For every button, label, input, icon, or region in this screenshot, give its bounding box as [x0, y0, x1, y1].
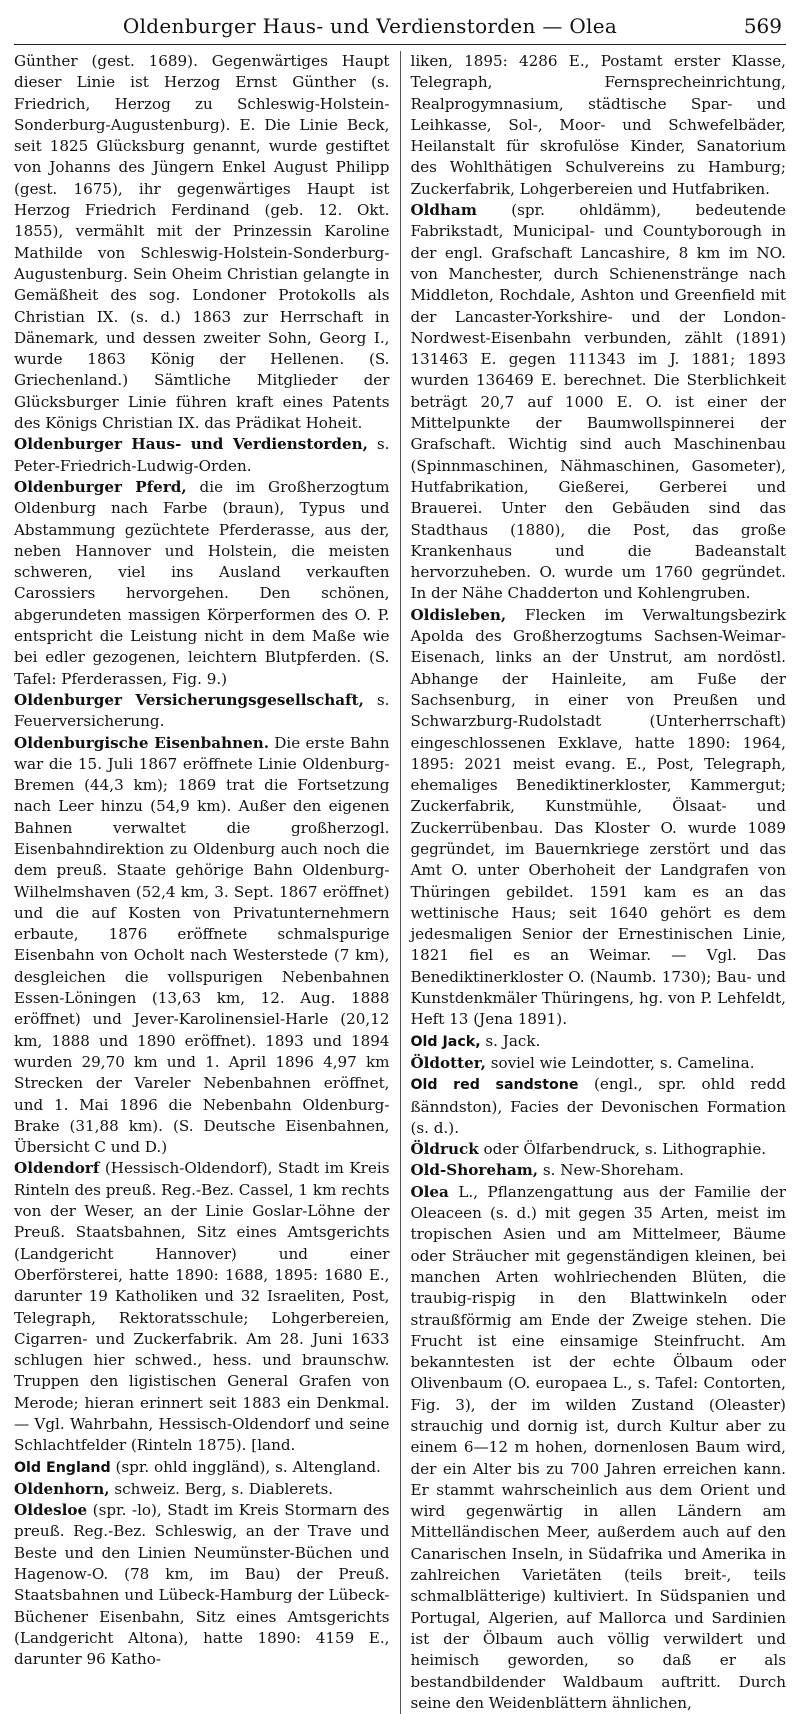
entry-text: L., Pflanzengattung aus der Familie der Oleaceen (s. d.) mit gegen 35 Arten, meist im tropischen Asien und am Mittelmeer, Bäume oder Sträucher mit gegenständigen kleinen, bei manchen Arten wohlriechenden Blüten, die traubig-rispig in den Blattwinkeln oder straußförmig am Ende der Zweige stehen. Die Frucht ist eine einsamige Steinfrucht. Am bekanntesten ist der echte Ölbaum oder Olivenbaum (O. europaea L., s. Tafel: Contorten, Fig. 3), der im wilden Zustand (Oleaster) strauchig und dornig ist, durch Kultur aber zu einem 6—12 m hohen, dornenlosen Baum wird, der ein Alter bis zu 700 Jahren erreichen kann. Er stammt wahrscheinlich aus dem Orient und wird gegenwärtig in allen Ländern am Mittelländischen Meer, außerdem auch auf den Canarischen Inseln, in Südafrika und Amerika in zahlreichen Varietäten (teils breit-, teils schmalblätterige) kultiviert. In Südspanien und Portugal, Algerien, auf Mallorca und Sardinien ist der Ölbaum auch völlig verwildert und heimisch geworden, so daß er als bestandbildender Waldbaum auftritt. Durch seine den Weidenblättern ähnlichen, — [410, 1182, 786, 1712]
entry-headword: Oldesloe — [14, 1501, 88, 1520]
entry — [14, 690, 390, 733]
entry-headword: Oldisleben, — [410, 605, 507, 624]
entry-text: Flecken im Verwaltungsbezirk Apolda des Großherzogtums Sachsen-Weimar-Eisenach, links an der Unstrut, am nordöstl. Abhange der Hainleite, am Fuße der Sachsenburg, in einer von Preußen und Schwarzburg-Rudolstadt (Unterherrschaft) eingeschlossenen Exklave, hatte 1890: 1964, 1895: 2021 meist evang. E., Post, Telegraph, ehemaliges Benediktinerkloster, Kammergut; Zuckerfabrik, Kunstmühle, Ölsaat- und Zuckerrübenbau. Das Kloster O. wurde 1089 gegründet, im Bauernkriege zerstört und das Amt O. unter Oberhoheit der Landgrafen von Thüringen gebildet. 1591 kam es an das wettinische Haus; seit 1640 gehört es dem jedesmaligen Senior der Ernestinischen Linie, 1821 fiel es an Weimar. — Vgl. Das Benediktinerkloster O. (Naumb. 1730); Bau- und Kunstdenkmäler Thüringens, hg. von P. Lehfeldt, Heft 13 (Jena 1891). — [410, 605, 786, 1029]
entry — [410, 1053, 786, 1074]
entry-text: (engl., spr. ohld redd ßänndston), Facies der Devonischen Formation (s. d.). — [410, 1075, 786, 1137]
entry — [410, 1139, 786, 1160]
entry-text: s. Peter-Friedrich-Ludwig-Orden. — [14, 435, 390, 475]
entry — [14, 434, 390, 477]
entry-headword: Oldenburger Pferd, — [14, 477, 187, 496]
entry-headword: Old red sandstone — [410, 1077, 579, 1094]
entry — [14, 1457, 390, 1479]
entry-text: liken, 1895: 4286 E., Postamt erster Klasse, Telegraph, Fernsprecheinrichtung, Realprogymnasium, städtische Spar- und Leihkasse, Sol-, Moor- und Schwefelbäder, Heilanstalt für skrofulöse Kinder, Sanatorium des Wohlthätigen Schulvereins zu Hamburg; Zuckerfabrik, Lohgerbereien und Hutfabriken. — [410, 52, 786, 198]
entry — [410, 1160, 786, 1181]
running-title: Oldenburger Haus- und Verdienstorden — Olea — [122, 14, 618, 38]
right-column — [410, 51, 786, 1714]
entry-text: soviel wie Leindotter, s. Camelina. — [485, 1053, 755, 1072]
entry — [410, 51, 786, 200]
entry-headword: Oldenburgische Eisenbahnen. — [14, 733, 269, 752]
left-column — [14, 51, 390, 1714]
entry — [410, 1031, 786, 1053]
entry-headword: Oldenburger Haus- und Verdienstorden, — [14, 435, 368, 454]
entry-headword: Old England — [14, 1459, 111, 1476]
entry — [410, 1074, 786, 1139]
entry-text: s. Jack. — [480, 1031, 541, 1050]
entry-text: die im Großherzogtum Oldenburg nach Farbe (braun), Typus und Abstammung gezüchtete Pferderasse, aus der, neben Hannover und Holstein, die meisten schweren, viel ins Ausland verkauften Carossiers hervorgehen. Den schönen, abgerundeten massigen Körperformen des O. P. entspricht die Leistung nicht in dem Maße wie bei edler gezogenen, leichtern Blutpferden. (S. Tafel: Pferderassen, Fig. 9.) — [14, 477, 390, 688]
entry-text: s. New-Shoreham. — [538, 1161, 684, 1180]
page-header — [14, 8, 786, 45]
entry-headword: Old-Shoreham, — [410, 1161, 539, 1180]
entry-text: (spr. -lo), Stadt im Kreis Stormarn des preuß. Reg.-Bez. Schleswig, an der Trave und Beste und den Linien Neumünster-Büchen und Hagenow-O. (78 km, im Bau) der Preuß. Staatsbahnen und Lübeck-Hamburg der Lübeck-Büchener Eisenbahn, Sitz eines Amtsgerichts (Landgericht Altona), hatte 1890: 4159 E., darunter 96 Katho- — [14, 1501, 390, 1669]
columns — [14, 51, 786, 1714]
entry-headword: Oldenburger Versicherungsgesellschaft, — [14, 690, 364, 709]
entry — [14, 1158, 390, 1456]
entry-text: s. Feuerversicherung. — [14, 690, 390, 731]
entry — [14, 733, 390, 1159]
entry-headword: Oldham — [410, 201, 477, 220]
column-divider — [400, 51, 401, 1714]
entry — [410, 1182, 786, 1714]
entry — [410, 605, 786, 1031]
entry-headword: Oldendorf — [14, 1159, 100, 1178]
entry — [14, 477, 390, 690]
page-number: 569 — [743, 14, 782, 38]
entry-text: Günther (gest. 1689). Gegenwärtiges Haupt dieser Linie ist Herzog Ernst Günther (s. Friedrich, Herzog zu Schleswig-Holstein-Sonderburg-Augustenburg). E. Die Linie Beck, seit 1825 Glücksburg genannt, wurde gestiftet von Johanns des Jüngern Enkel August Philipp (gest. 1675), ihr gegenwärtiges Haupt ist Herzog Friedrich Ferdinand (geb. 12. Okt. 1855), vermählt mit der Prinzessin Karoline Mathilde von Schleswig-Holstein-Sonderburg-Augustenburg. Sein Oheim Christian gelangte in Gemäßheit des sog. Londoner Protokolls als Christian IX. (s. d.) 1863 zur Herrschaft in Dänemark, und dessen zweiter Sohn, Georg I., wurde 1863 König der Hellenen. (S. Griechenland.) Sämtliche Mitglieder der Glücksburger Linie führen kraft eines Patents des Königs Christian IX. das Prädikat Hoheit. — [14, 52, 390, 433]
entry-headword: Old Jack, — [410, 1033, 481, 1050]
entry-text: (spr. ohld inggländ), s. Altengland. — [110, 1457, 381, 1476]
entry-headword: Öldruck — [410, 1140, 479, 1159]
entry — [14, 1479, 390, 1500]
entry — [14, 51, 390, 434]
entry — [14, 1500, 390, 1670]
entry-text: (Hessisch-Oldendorf), Stadt im Kreis Rinteln des preuß. Reg.-Bez. Cassel, 1 km rechts von der Weser, an der Linie Goslar-Löhne der Preuß. Staatsbahnen, Sitz eines Amtsgerichts (Landgericht Hannover) und einer Oberförsterei, hatte 1890: 1688, 1895: 1680 E., darunter 19 Katholiken und 32 Israeliten, Post, Telegraph, Rektoratsschule; Lohgerbereien, Cigarren- und Zuckerfabrik. Am 28. Juni 1633 schlugen hier schwed., hess. und braunschw. Truppen den ligistischen General Grafen von Merode; hieran erinnert seit 1883 ein Denkmal. — Vgl. Wahrbahn, Hessisch-Oldendorf und seine Schlachtfelder (Rinteln 1875). [land. — [14, 1159, 390, 1455]
entry-text: Die erste Bahn war die 15. Juli 1867 eröffnete Linie Oldenburg-Bremen (44,3 km); 1869 trat die Fortsetzung nach Leer hinzu (54,9 km). Außer den eigenen Bahnen verwaltet die großherzogl. Eisenbahndirektion zu Oldenburg auch noch die dem preuß. Staate gehörige Bahn Oldenburg-Wilhelmshaven (52,4 km, 3. Sept. 1867 eröffnet) und die auf Kosten von Privatunternehmern erbaute, 1876 eröffnete schmalspurige Eisenbahn von Ocholt nach Westerstede (7 km), desgleichen die vollspurigen Nebenbahnen Essen-Löningen (13,63 km, 12. Aug. 1888 eröffnet) und Jever-Karolinensiel-Harle (20,12 km, 1888 und 1890 eröffnet). 1893 und 1894 wurden 29,70 km und 1. April 1896 4,97 km Strecken der Vareler Nebenbahnen eröffnet, und 1. Mai 1896 die Nebenbahn Oldenburg-Brake (31,88 km). (S. Deutsche Eisenbahnen, Übersicht C und D.) — [14, 733, 390, 1157]
entry-text: schweiz. Berg, s. Diablerets. — [109, 1479, 334, 1498]
entry-headword: Olea — [410, 1182, 449, 1201]
entry-text: (spr. ohldämm), bedeutende Fabrikstadt, Municipal- und Countyborough in der engl. Grafschaft Lancashire, 8 km im NO. von Manchester, durch Schienenstränge nach Middleton, Rochdale, Ashton und Greenfield mit der Lancaster-Yorkshire- und der London-Nordwest-Eisenbahn verbunden, zählt (1891) 131463 E. gegen 111343 im J. 1881; 1893 wurden 136469 E. berechnet. Die Sterblichkeit beträgt 20,7 auf 1000 E. O. ist einer der Mittelpunkte der Baumwollspinnerei der Grafschaft. Wichtig sind auch Maschinenbau (Spinnmaschinen, Nähmaschinen, Gasometer), Hutfabrikation, Gießerei, Gerberei und Brauerei. Unter den Gebäuden sind das Stadthaus (1880), die Post, das große Krankenhaus und die Badeanstalt hervorzuheben. O. wurde um 1760 gegründet. In der Nähe Chadderton und Kohlengruben. — [410, 201, 786, 603]
entry-headword: Oldenhorn, — [14, 1479, 110, 1498]
entry-headword: Öldotter, — [410, 1053, 486, 1072]
entry — [410, 200, 786, 605]
entry-text: oder Ölfarbendruck, s. Lithographie. — [478, 1140, 767, 1159]
